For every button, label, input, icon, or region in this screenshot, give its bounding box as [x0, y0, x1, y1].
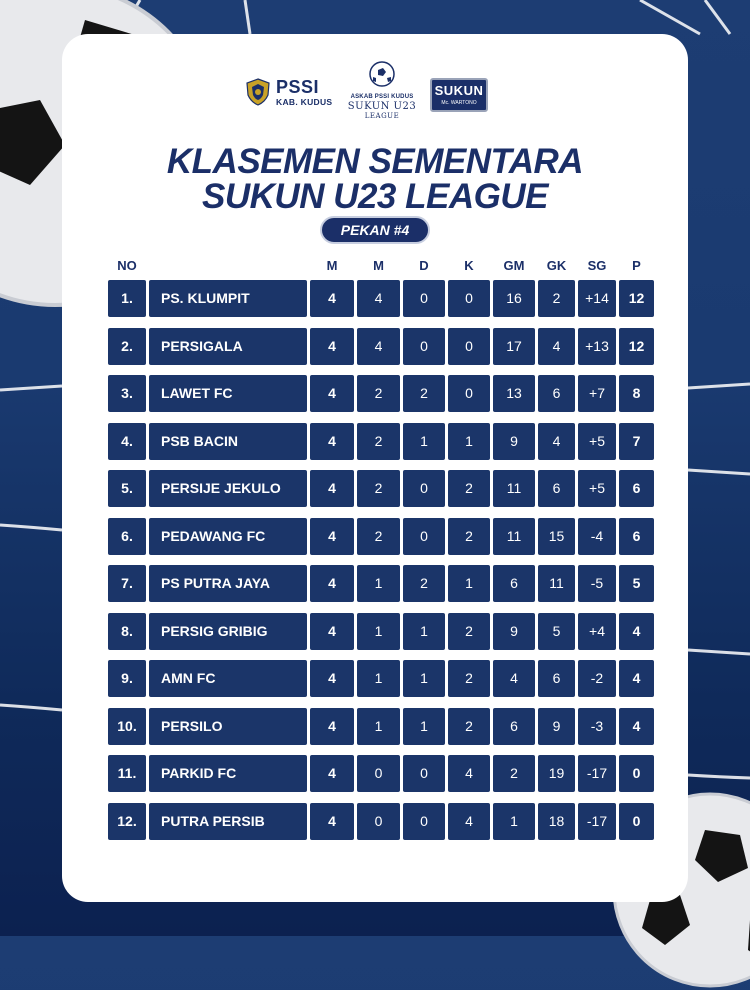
team-name-cell: PSB BACIN [149, 423, 307, 460]
sponsor-logos [0, 54, 750, 134]
goals-against-cell: 19 [538, 755, 575, 792]
goal-diff-cell: +7 [578, 375, 616, 412]
draw-cell: 2 [403, 375, 445, 412]
team-name-cell: PEDAWANG FC [149, 518, 307, 555]
lost-cell: 0 [448, 328, 490, 365]
sukun-logo-sub: Mc. WARTONO [441, 100, 477, 106]
played-cell: 4 [310, 280, 354, 317]
rank-cell: 11. [108, 755, 146, 792]
team-name-cell: PS. KLUMPIT [149, 280, 307, 317]
lost-cell: 2 [448, 660, 490, 697]
pssi-subtitle: KAB. KUDUS [276, 97, 333, 107]
goals-against-cell: 9 [538, 708, 575, 745]
draw-cell: 0 [403, 518, 445, 555]
draw-cell: 1 [403, 660, 445, 697]
rank-cell: 7. [108, 565, 146, 602]
team-name-cell: PS PUTRA JAYA [149, 565, 307, 602]
table-row [0, 280, 750, 317]
league-logo-name: SUKUN U23 [347, 101, 417, 112]
header-goals-for: GM [503, 258, 525, 273]
points-cell: 8 [619, 375, 654, 412]
rank-cell: 6. [108, 518, 146, 555]
won-cell: 4 [357, 280, 400, 317]
goal-diff-cell: +5 [578, 470, 616, 507]
lost-cell: 0 [448, 375, 490, 412]
goals-against-cell: 11 [538, 565, 575, 602]
goals-for-cell: 13 [493, 375, 535, 412]
page-title-line1: KLASEMEN SEMENTARA [166, 142, 584, 181]
points-cell: 4 [619, 708, 654, 745]
played-cell: 4 [310, 423, 354, 460]
table-row [0, 423, 750, 460]
table-row [0, 328, 750, 365]
draw-cell: 1 [403, 613, 445, 650]
pssi-emblem-icon [246, 78, 270, 106]
league-logo [344, 60, 420, 120]
goals-against-cell: 2 [538, 280, 575, 317]
team-name-cell: LAWET FC [149, 375, 307, 412]
points-cell: 5 [619, 565, 654, 602]
header-points: P [632, 258, 641, 273]
points-cell: 6 [619, 518, 654, 555]
team-name-cell: PERSIG GRIBIG [149, 613, 307, 650]
pssi-logo [246, 78, 332, 107]
goal-diff-cell: +5 [578, 423, 616, 460]
lost-cell: 2 [448, 470, 490, 507]
played-cell: 4 [310, 613, 354, 650]
goals-for-cell: 9 [493, 423, 535, 460]
week-badge: PEKAN #4 [320, 216, 430, 244]
lost-cell: 4 [448, 803, 490, 840]
goals-against-cell: 5 [538, 613, 575, 650]
lost-cell: 2 [448, 518, 490, 555]
league-logo-sub: LEAGUE [364, 112, 400, 120]
goal-diff-cell: -3 [578, 708, 616, 745]
played-cell: 4 [310, 470, 354, 507]
goals-for-cell: 6 [493, 565, 535, 602]
rank-cell: 1. [108, 280, 146, 317]
draw-cell: 0 [403, 328, 445, 365]
header-draw: D [419, 258, 429, 273]
rank-cell: 4. [108, 423, 146, 460]
points-cell: 12 [619, 280, 654, 317]
won-cell: 2 [357, 518, 400, 555]
goals-against-cell: 6 [538, 660, 575, 697]
rank-cell: 8. [108, 613, 146, 650]
played-cell: 4 [310, 565, 354, 602]
goals-for-cell: 6 [493, 708, 535, 745]
table-row [0, 518, 750, 555]
table-row [0, 660, 750, 697]
draw-cell: 0 [403, 755, 445, 792]
league-ball-icon [368, 60, 396, 88]
played-cell: 4 [310, 708, 354, 745]
played-cell: 4 [310, 375, 354, 412]
pssi-title: PSSI [276, 77, 320, 97]
table-header [0, 256, 750, 276]
page-title-line2: SUKUN U23 LEAGUE [202, 177, 548, 216]
team-name-cell: PUTRA PERSIB [149, 803, 307, 840]
goals-against-cell: 6 [538, 470, 575, 507]
team-name-cell: PERSIGALA [149, 328, 307, 365]
draw-cell: 1 [403, 708, 445, 745]
table-row [0, 803, 750, 840]
lost-cell: 4 [448, 755, 490, 792]
table-row [0, 375, 750, 412]
team-name-cell: PERSILO [149, 708, 307, 745]
goals-for-cell: 17 [493, 328, 535, 365]
rank-cell: 9. [108, 660, 146, 697]
draw-cell: 1 [403, 423, 445, 460]
sukun-logo-name: SUKUN [434, 83, 484, 98]
played-cell: 4 [310, 518, 354, 555]
goal-diff-cell: -17 [578, 803, 616, 840]
table-row [0, 708, 750, 745]
team-name-cell: AMN FC [149, 660, 307, 697]
rank-cell: 3. [108, 375, 146, 412]
played-cell: 4 [310, 328, 354, 365]
points-cell: 4 [619, 660, 654, 697]
header-lost: K [464, 258, 474, 273]
goals-for-cell: 11 [493, 518, 535, 555]
rank-cell: 2. [108, 328, 146, 365]
won-cell: 2 [357, 423, 400, 460]
points-cell: 6 [619, 470, 654, 507]
draw-cell: 2 [403, 565, 445, 602]
won-cell: 4 [357, 328, 400, 365]
points-cell: 0 [619, 755, 654, 792]
rank-cell: 10. [108, 708, 146, 745]
goals-against-cell: 15 [538, 518, 575, 555]
table-row [0, 470, 750, 507]
header-played: M [326, 258, 338, 273]
league-arc-text: ASKAB PSSI KUDUS [350, 94, 414, 100]
goal-diff-cell: +13 [578, 328, 616, 365]
table-row [0, 755, 750, 792]
won-cell: 1 [357, 565, 400, 602]
won-cell: 0 [357, 755, 400, 792]
goals-against-cell: 4 [538, 328, 575, 365]
goals-for-cell: 16 [493, 280, 535, 317]
goals-for-cell: 9 [493, 613, 535, 650]
team-name-cell: PARKID FC [149, 755, 307, 792]
played-cell: 4 [310, 755, 354, 792]
sukun-logo [430, 78, 488, 112]
table-row [0, 613, 750, 650]
lost-cell: 1 [448, 423, 490, 460]
goals-against-cell: 18 [538, 803, 575, 840]
goals-for-cell: 11 [493, 470, 535, 507]
rank-cell: 5. [108, 470, 146, 507]
goals-against-cell: 4 [538, 423, 575, 460]
points-cell: 0 [619, 803, 654, 840]
won-cell: 2 [357, 375, 400, 412]
goal-diff-cell: -2 [578, 660, 616, 697]
header-goal-difference: SG [587, 258, 607, 273]
header-no: NO [117, 258, 137, 273]
won-cell: 0 [357, 803, 400, 840]
goal-diff-cell: +14 [578, 280, 616, 317]
rank-cell: 12. [108, 803, 146, 840]
lost-cell: 2 [448, 708, 490, 745]
goals-for-cell: 2 [493, 755, 535, 792]
goal-diff-cell: -17 [578, 755, 616, 792]
goal-diff-cell: -4 [578, 518, 616, 555]
header-goals-against: GK [546, 258, 567, 273]
team-name-cell: PERSIJE JEKULO [149, 470, 307, 507]
points-cell: 7 [619, 423, 654, 460]
draw-cell: 0 [403, 280, 445, 317]
points-cell: 4 [619, 613, 654, 650]
goals-for-cell: 4 [493, 660, 535, 697]
played-cell: 4 [310, 660, 354, 697]
lost-cell: 1 [448, 565, 490, 602]
draw-cell: 0 [403, 470, 445, 507]
played-cell: 4 [310, 803, 354, 840]
lost-cell: 0 [448, 280, 490, 317]
draw-cell: 0 [403, 803, 445, 840]
goals-for-cell: 1 [493, 803, 535, 840]
won-cell: 1 [357, 613, 400, 650]
goals-against-cell: 6 [538, 375, 575, 412]
won-cell: 2 [357, 470, 400, 507]
goal-diff-cell: -5 [578, 565, 616, 602]
goal-diff-cell: +4 [578, 613, 616, 650]
won-cell: 1 [357, 660, 400, 697]
header-won: M [373, 258, 384, 273]
table-row [0, 565, 750, 602]
lost-cell: 2 [448, 613, 490, 650]
points-cell: 12 [619, 328, 654, 365]
won-cell: 1 [357, 708, 400, 745]
